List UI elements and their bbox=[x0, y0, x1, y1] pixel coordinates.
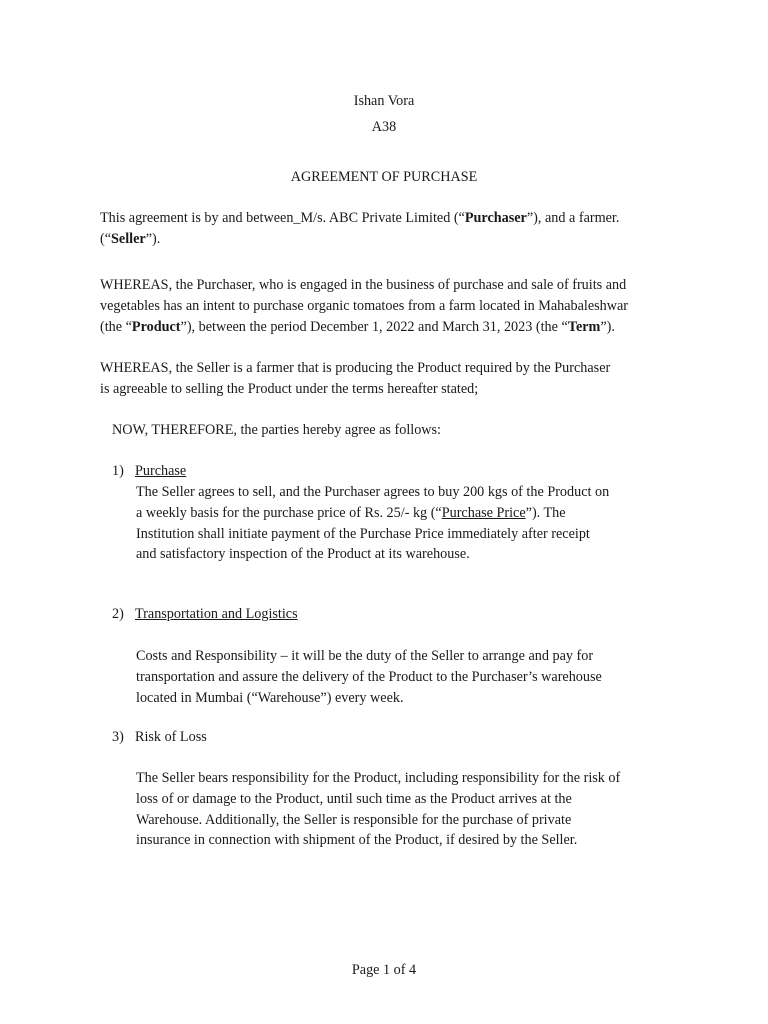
whereas-paragraph-1: WHEREAS, the Purchaser, who is engaged in the business of purchase and sale of fruits and vegetables has an intent to purchase organic tomatoes from a farm located in Mahabaleshwar (the “Product”), between the period December 1, 2022 and March 31, 2023 (the “Term”). bbox=[100, 277, 629, 335]
document-code: A38 bbox=[371, 119, 397, 135]
section-title: Risk of Loss bbox=[135, 729, 207, 745]
section-number: 3) bbox=[112, 729, 124, 745]
defined-term-purchase-price: Purchase Price bbox=[441, 504, 526, 521]
section-1-heading bbox=[112, 461, 672, 482]
intro-line-1: This agreement is by and between_M/s. ABC Private Limited (“Purchaser”), and a farmer. bbox=[100, 210, 620, 226]
section-3-heading bbox=[112, 727, 672, 748]
document-title: AGREEMENT OF PURCHASE bbox=[290, 169, 478, 185]
defined-term-purchaser: Purchaser bbox=[464, 210, 527, 226]
whereas-paragraph-2: WHEREAS, the Seller is a farmer that is producing the Product required by the Purchaser is agreeable to selling the Product under the terms hereafter stated; bbox=[100, 360, 611, 397]
defined-term-term: Term bbox=[567, 318, 601, 335]
section-3-body: The Seller bears responsibility for the Product, including responsibility for the risk of loss of or damage to the Product, until such time as the Product arrives at the Warehouse. Additionally, the Seller is responsible for the purchase of private insurance in connection with shipment of the Product, if desired by the Seller. bbox=[136, 770, 621, 849]
intro-line-2: (“Seller”). bbox=[100, 230, 161, 247]
section-number: 1) bbox=[112, 463, 124, 479]
page-number: Page 1 of 4 bbox=[351, 962, 417, 978]
section-title: Purchase bbox=[135, 463, 187, 479]
intro-paragraph bbox=[100, 208, 662, 250]
defined-term-seller: Seller bbox=[111, 230, 146, 247]
author-name: Ishan Vora bbox=[353, 93, 415, 109]
section-2-body: Costs and Responsibility – it will be the duty of the Seller to arrange and pay for transportation and assure the delivery of the Product to the Purchaser’s warehouse located in Mumbai (“Warehouse”) every week. bbox=[136, 648, 602, 706]
section-title: Transportation and Logistics bbox=[135, 606, 298, 622]
section-number: 2) bbox=[112, 606, 124, 622]
section-1-body: The Seller agrees to sell, and the Purchaser agrees to buy 200 kgs of the Product on a weekly basis for the purchase price of Rs. 25/- kg (“Purchase Price”). The Institution shall initiate payment of the Purchase Price immediately after receipt and satisfactory inspection of the Product at its warehouse. bbox=[136, 484, 610, 563]
defined-term-product: Product bbox=[131, 318, 181, 335]
now-therefore-line: NOW, THEREFORE, the parties hereby agree as follows: bbox=[112, 422, 441, 438]
section-2-heading bbox=[112, 604, 672, 625]
